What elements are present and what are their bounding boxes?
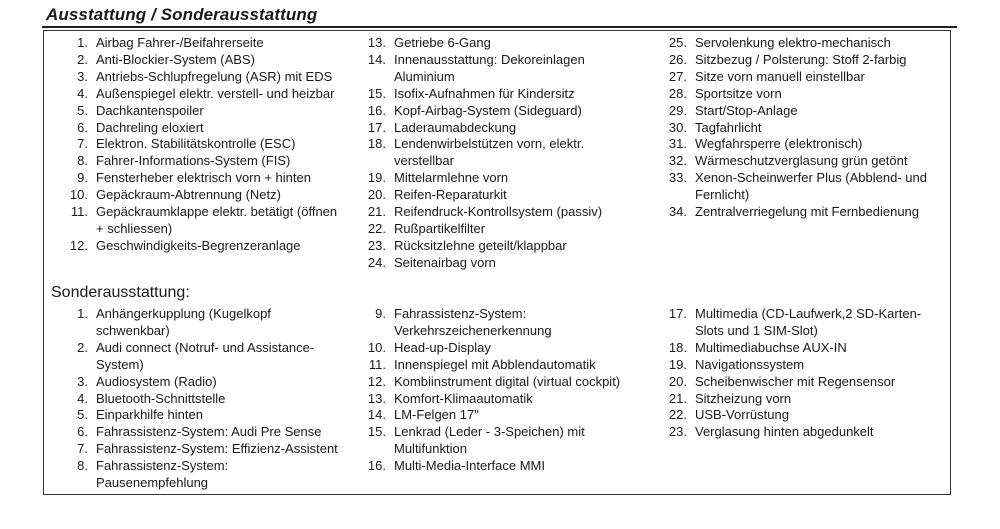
item-text: Getriebe 6-Gang	[394, 35, 491, 50]
item-text: Elektron. Stabilitätskontrolle (ESC)	[96, 136, 296, 152]
item-text: Anti-Blockier-System (ABS)	[96, 51, 255, 67]
equipment-item	[364, 120, 602, 137]
item-number: 13.	[367, 390, 386, 406]
equipment-item	[66, 407, 338, 424]
equipment-item	[364, 204, 602, 221]
item-number: 8.	[77, 458, 88, 474]
item-text: USB-Vorrüstung	[695, 407, 789, 423]
equipment-item	[364, 136, 602, 170]
optional-equipment-column-1	[66, 306, 338, 492]
item-text: Slots und 1 SIM-Slot)	[695, 322, 818, 338]
item-text: Servolenkung elektro-mechanisch	[695, 35, 891, 50]
standard-equipment-column-2	[364, 35, 602, 272]
item-number: 5.	[77, 102, 88, 118]
item-number: 30.	[668, 119, 687, 135]
item-text: Tagfahrlicht	[695, 119, 762, 135]
equipment-item	[364, 424, 620, 458]
item-number: 23.	[367, 237, 386, 253]
equipment-item	[66, 52, 337, 69]
equipment-item	[66, 238, 337, 255]
item-text: LM-Felgen 17"	[394, 407, 479, 423]
item-number: 1.	[77, 306, 88, 321]
item-text: Scheibenwischer mit Regensensor	[695, 373, 896, 389]
equipment-item	[364, 357, 620, 374]
item-text: Komfort-Klimaautomatik	[394, 390, 533, 406]
item-text: Fahrassistenz-System:	[96, 458, 229, 474]
item-number: 7.	[77, 136, 88, 152]
equipment-item	[66, 35, 337, 52]
equipment-item	[66, 153, 337, 170]
item-text: Reifen-Reparaturkit	[394, 187, 507, 203]
item-number: 18.	[668, 339, 687, 355]
item-text: Anhängerkupplung (Kugelkopf	[96, 306, 271, 321]
item-number: 22.	[668, 407, 687, 423]
item-text: Bluetooth-Schnittstelle	[96, 390, 226, 406]
equipment-item	[665, 424, 921, 441]
item-text: Reifendruck-Kontrollsystem (passiv)	[394, 204, 603, 220]
equipment-item	[665, 407, 921, 424]
item-text: Lendenwirbelstützen vorn, elektr.	[394, 136, 585, 152]
equipment-item	[364, 103, 602, 120]
item-text: Dachreling eloxiert	[96, 119, 204, 135]
equipment-item	[364, 221, 602, 238]
item-text: Außenspiegel elektr. verstell- und heizbar	[96, 85, 335, 101]
item-text: Dachkantenspoiler	[96, 102, 204, 118]
equipment-item	[665, 136, 927, 153]
equipment-item	[364, 255, 602, 272]
equipment-item	[665, 52, 927, 69]
item-number: 16.	[367, 102, 386, 118]
item-number: 6.	[77, 424, 88, 440]
item-text: Fahrassistenz-System: Audi Pre Sense	[96, 424, 322, 440]
equipment-item	[665, 357, 921, 374]
standard-equipment-column-1	[66, 35, 337, 255]
equipment-item	[665, 69, 927, 86]
equipment-item	[665, 153, 927, 170]
item-text: verstellbar	[394, 153, 454, 169]
title-underline	[42, 26, 957, 28]
equipment-item	[665, 374, 921, 391]
item-number: 18.	[367, 136, 386, 152]
item-number: 17.	[668, 306, 687, 321]
item-text: Mittelarmlehne vorn	[394, 170, 509, 186]
optional-equipment-column-2	[364, 306, 620, 475]
equipment-item	[66, 424, 338, 441]
equipment-item	[364, 407, 620, 424]
optional-equipment-column-3	[665, 306, 921, 441]
item-text: Xenon-Scheinwerfer Plus (Abblend- und	[695, 170, 927, 186]
page-title: Ausstattung / Sonderausstattung	[46, 5, 318, 24]
item-number: 9.	[375, 306, 386, 321]
item-text: schwenkbar)	[96, 322, 170, 338]
item-number: 27.	[668, 68, 687, 84]
item-number: 21.	[668, 390, 687, 406]
item-number: 11.	[368, 356, 386, 372]
item-number: 20.	[367, 187, 386, 203]
equipment-item	[66, 69, 337, 86]
item-number: 1.	[77, 35, 88, 50]
item-text: Lenkrad (Leder - 3-Speichen) mit	[394, 424, 585, 440]
item-text: + schliessen)	[96, 220, 173, 236]
item-number: 19.	[668, 356, 687, 372]
equipment-item	[364, 35, 602, 52]
item-number: 24.	[367, 254, 386, 270]
equipment-item	[364, 187, 602, 204]
item-number: 17.	[367, 119, 386, 135]
item-text: Sitze vorn manuell einstellbar	[695, 68, 865, 84]
item-number: 23.	[668, 424, 687, 440]
equipment-item	[665, 120, 927, 137]
item-number: 16.	[367, 458, 386, 474]
equipment-item	[66, 103, 337, 120]
equipment-item	[364, 458, 620, 475]
item-text: Innenausstattung: Dekoreinlagen	[394, 51, 585, 67]
item-number: 6.	[77, 119, 88, 135]
item-text: Kopf-Airbag-System (Sideguard)	[394, 102, 582, 118]
item-text: Rücksitzlehne geteilt/klappbar	[394, 237, 567, 253]
item-text: System)	[96, 356, 144, 372]
equipment-item	[364, 374, 620, 391]
item-number: 26.	[668, 51, 687, 67]
item-number: 10.	[69, 187, 88, 203]
equipment-item	[66, 187, 337, 204]
item-number: 5.	[77, 407, 88, 423]
item-text: Fahrassistenz-System: Effizienz-Assistent	[96, 441, 338, 457]
item-number: 14.	[367, 51, 386, 67]
item-text: Head-up-Display	[394, 339, 491, 355]
equipment-item	[66, 120, 337, 137]
item-text: Navigationssystem	[695, 356, 805, 372]
item-text: Isofix-Aufnahmen für Kindersitz	[394, 85, 575, 101]
item-text: Antriebs-Schlupfregelung (ASR) mit EDS	[96, 68, 333, 84]
item-number: 25.	[668, 35, 687, 50]
item-text: Start/Stop-Anlage	[695, 102, 798, 118]
item-text: Sitzheizung vorn	[695, 390, 792, 406]
item-number: 33.	[668, 170, 687, 186]
item-number: 28.	[668, 85, 687, 101]
item-number: 19.	[367, 170, 386, 186]
equipment-item	[665, 204, 927, 221]
item-text: Multi-Media-Interface MMI	[394, 458, 545, 474]
item-text: Verglasung hinten abgedunkelt	[695, 424, 874, 440]
item-number: 3.	[77, 68, 88, 84]
item-number: 3.	[77, 373, 88, 389]
item-number: 12.	[69, 237, 88, 253]
equipment-item	[66, 204, 337, 238]
equipment-item	[364, 306, 620, 340]
item-number: 11.	[70, 204, 88, 220]
item-text: Pausenempfehlung	[96, 475, 209, 491]
item-text: Kombiinstrument digital (virtual cockpit)	[394, 373, 621, 389]
equipment-item	[364, 52, 602, 86]
equipment-item	[66, 391, 338, 408]
equipment-item	[665, 391, 921, 408]
equipment-item	[66, 136, 337, 153]
equipment-item	[665, 170, 927, 204]
equipment-item	[665, 340, 921, 357]
equipment-item	[66, 306, 338, 340]
item-text: Wegfahrsperre (elektronisch)	[695, 136, 863, 152]
item-text: Einparkhilfe hinten	[96, 407, 203, 423]
item-text: Fernlicht)	[695, 187, 750, 203]
item-number: 10.	[367, 339, 386, 355]
item-text: Gepäckraumklappe elektr. betätigt (öffnen	[96, 204, 338, 220]
item-text: Audi connect (Notruf- und Assistance-	[96, 339, 315, 355]
item-number: 8.	[77, 153, 88, 169]
item-number: 2.	[77, 51, 88, 67]
item-text: Audiosystem (Radio)	[96, 373, 217, 389]
item-text: Zentralverriegelung mit Fernbedienung	[695, 204, 920, 220]
item-number: 34.	[668, 204, 687, 220]
item-number: 4.	[77, 85, 88, 101]
item-text: Multimediabuchse AUX-IN	[695, 339, 847, 355]
equipment-item	[364, 170, 602, 187]
equipment-item	[364, 340, 620, 357]
item-number: 7.	[77, 441, 88, 457]
item-number: 15.	[367, 424, 386, 440]
item-number: 20.	[668, 373, 687, 389]
equipment-item	[665, 35, 927, 52]
item-number: 21.	[367, 204, 386, 220]
item-text: Fahrer-Informations-System (FIS)	[96, 153, 291, 169]
item-number: 2.	[77, 339, 88, 355]
equipment-item	[364, 391, 620, 408]
item-text: Wärmeschutzverglasung grün getönt	[695, 153, 908, 169]
item-text: Sportsitze vorn	[695, 85, 782, 101]
optional-equipment-heading: Sonderausstattung:	[51, 284, 190, 301]
item-number: 32.	[668, 153, 687, 169]
item-text: Fahrassistenz-System:	[394, 306, 527, 321]
item-number: 15.	[367, 85, 386, 101]
item-number: 4.	[77, 390, 88, 406]
item-text: Multimedia (CD-Laufwerk,2 SD-Karten-	[695, 306, 922, 321]
item-number: 12.	[367, 373, 386, 389]
equipment-item	[66, 86, 337, 103]
item-text: Verkehrszeichenerkennung	[394, 322, 552, 338]
item-text: Sitzbezug / Polsterung: Stoff 2-farbig	[695, 51, 907, 67]
item-text: Fensterheber elektrisch vorn + hinten	[96, 170, 311, 186]
item-number: 29.	[668, 102, 687, 118]
equipment-item	[66, 170, 337, 187]
equipment-item	[66, 441, 338, 458]
item-text: Seitenairbag vorn	[394, 254, 496, 270]
item-text: Multifunktion	[394, 441, 467, 457]
item-text: Gepäckraum-Abtrennung (Netz)	[96, 187, 281, 203]
item-number: 9.	[77, 170, 88, 186]
item-text: Rußpartikelfilter	[394, 220, 486, 236]
equipment-item	[364, 86, 602, 103]
item-number: 31.	[668, 136, 687, 152]
equipment-item	[364, 238, 602, 255]
item-text: Laderaumabdeckung	[394, 119, 517, 135]
item-text: Geschwindigkeits-Begrenzeranlage	[96, 237, 301, 253]
equipment-item	[66, 458, 338, 492]
equipment-item	[66, 374, 338, 391]
item-text: Aluminium	[394, 68, 455, 84]
equipment-item	[665, 103, 927, 120]
item-number: 22.	[367, 220, 386, 236]
equipment-item	[66, 340, 338, 374]
equipment-item	[665, 306, 921, 340]
standard-equipment-column-3	[665, 35, 927, 221]
item-text: Innenspiegel mit Abblendautomatik	[394, 356, 596, 372]
item-number: 13.	[367, 35, 386, 50]
item-number: 14.	[367, 407, 386, 423]
equipment-item	[665, 86, 927, 103]
item-text: Airbag Fahrer-/Beifahrerseite	[96, 35, 264, 50]
